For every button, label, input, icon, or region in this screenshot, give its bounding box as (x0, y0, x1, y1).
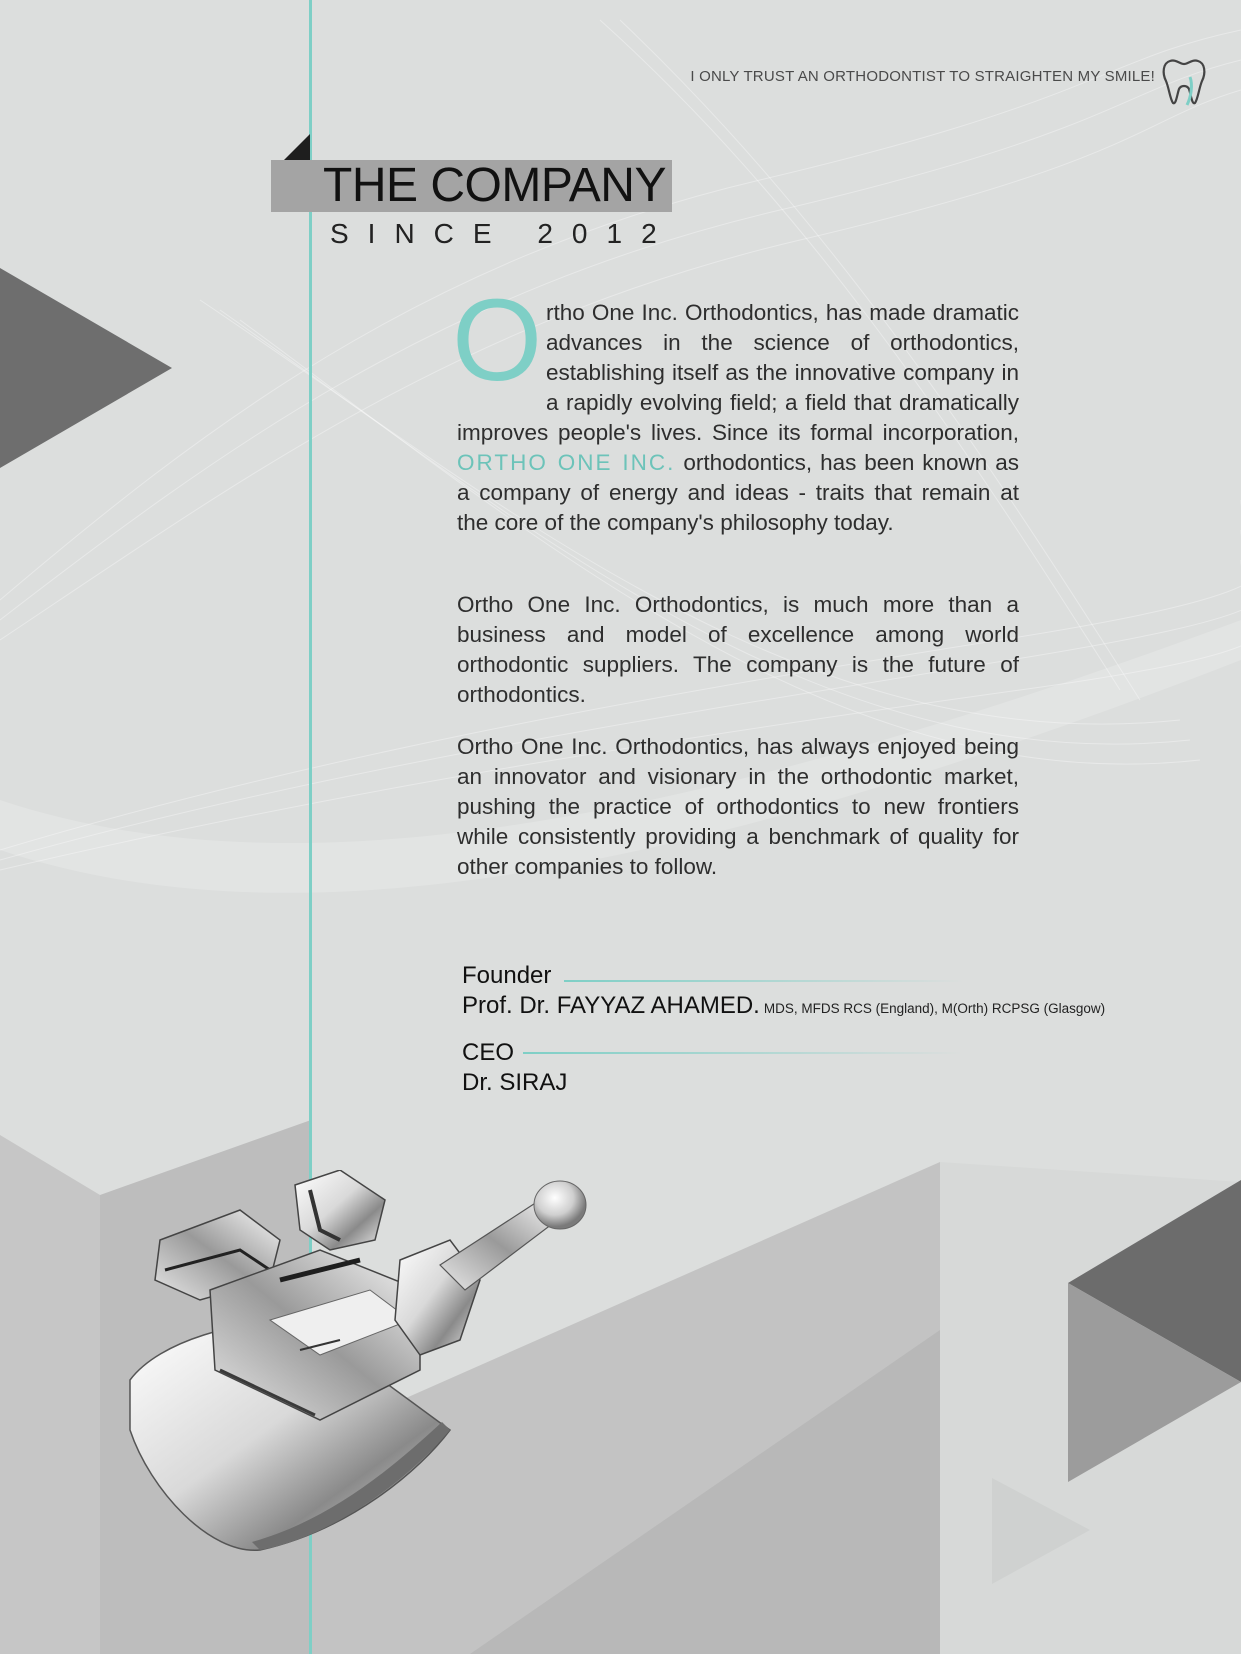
page-title: THE COMPANY (323, 159, 666, 212)
company-highlight: ORTHO ONE INC. (457, 450, 676, 475)
bottom-left-block (0, 1135, 100, 1654)
orthodontic-bracket-image (120, 1170, 630, 1570)
drop-cap: O (452, 275, 543, 405)
founder-label: Founder (462, 962, 552, 989)
ceo-divider (523, 1052, 963, 1054)
paragraph-excellence: Ortho One Inc. Orthodontics, is much more than a business and model of excellence among world orthodontic suppliers. The company is the future of orthodontics. (457, 592, 1019, 707)
ceo-label: CEO (462, 1039, 515, 1066)
founder-name: Prof. Dr. FAYYAZ AHAMED. MDS, MFDS RCS (England), M(Orth) RCPSG (Glasgow) (462, 992, 1106, 1019)
founder-credentials: MDS, MFDS RCS (England), M(Orth) RCPSG (Glasgow) (763, 1001, 1106, 1016)
tagline: I ONLY TRUST AN ORTHODONTIST TO STRAIGHTEN MY SMILE! (690, 68, 1155, 85)
tooth-icon (1160, 55, 1208, 107)
intro-text-start: rtho One Inc. Orthodontics, has made dramatic advances in the science of orthodontics, establishing itself as the innovative company in a rapidly evolving field; a field that dramatically improves people's lives. Since its formal incorporation, (457, 300, 1019, 445)
intro-text-end: orthodontics, has been known as a company of energy and ideas - traits that remain at the core of the company's philosophy today. (457, 450, 1019, 535)
title-corner-tab (284, 134, 310, 160)
paragraph-intro (452, 275, 1019, 538)
page-subtitle: SINCE 2012 (330, 218, 676, 249)
paragraph-innovator: Ortho One Inc. Orthodontics, has always enjoyed being an innovator and visionary in the orthodontic market, pushing the practice of orthodontics to new frontiers while consistently providing a benchmark of quality for other companies to follow. (457, 734, 1019, 879)
left-dark-triangle (0, 268, 172, 468)
ceo-name: Dr. SIRAJ (462, 1069, 568, 1096)
founder-divider (564, 980, 964, 982)
